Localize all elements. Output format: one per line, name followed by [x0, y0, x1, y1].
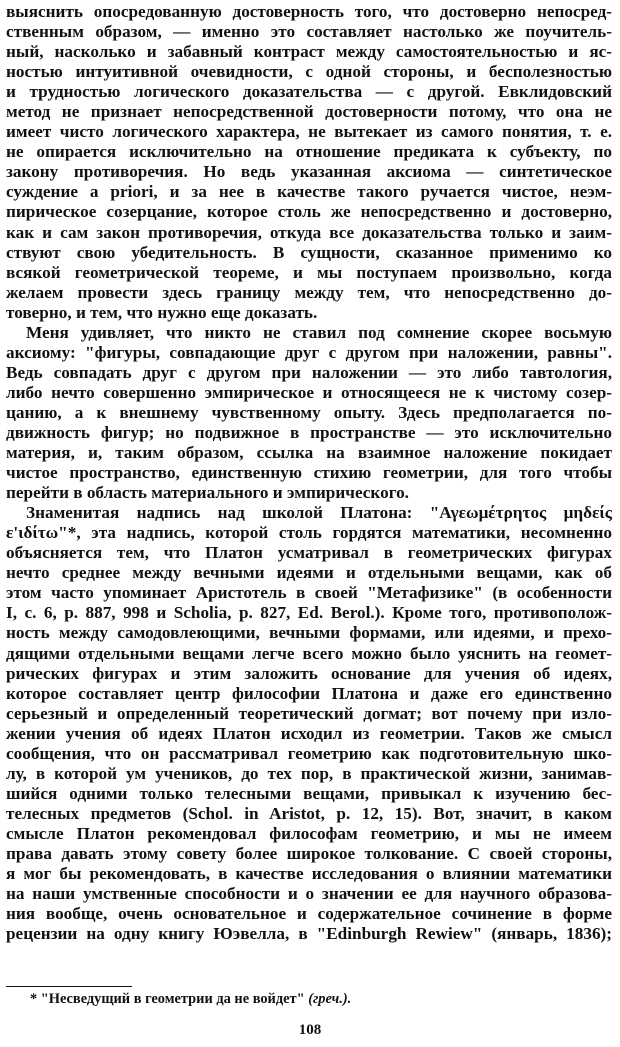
text-line: [6, 363, 612, 383]
body-text: [6, 2, 612, 944]
text-line: [6, 563, 612, 583]
text-line-content: жении учения об идеях Платон исходил из геометрии. Таков же смысл: [6, 723, 612, 743]
text-line-content: I, с. 6, p. 887, 998 и Scholia, p. 827, Ed. Berol.). Кроме того, противополож-: [6, 603, 612, 623]
text-line-content: объясняется тем, что Платон усматривал в геометрических фигурах: [6, 543, 612, 563]
text-line-content: серьезный и определенный теоретический догмат; вот почему при изло-: [6, 703, 612, 723]
text-line-content: смысле Платон рекомендовал философам геометрию, и мы не имеем: [6, 823, 612, 843]
text-line-content: телесных предметов (Schol. in Aristot, p. 12, 15). Вот, значит, в каком: [6, 803, 612, 823]
text-line-content: рецензии на одну книгу Юэвелла, в "Edinburgh Rewiew" (январь, 1836);: [6, 924, 612, 944]
text-line-content: Знаменитая надпись над школой Платона: "Αγεωμέτρητος μηδείς: [26, 503, 612, 523]
text-line-content: желаем провести здесь границу между тем, что непосредственно до-: [6, 282, 612, 302]
text-line: [6, 223, 612, 243]
text-line-content: ностью интуитивной очевидности, с одной стороны, и бесполезностью: [6, 62, 612, 82]
text-line-content: сообщения, что он рассматривал геометрию как подготовительную шко-: [6, 743, 612, 763]
footnote-language-note: (греч.).: [308, 991, 352, 1007]
text-line-content: ность между самодовлеющими, вечными формами, или идеями, и прехо-: [6, 623, 612, 643]
text-line-content: рических фигурах и этим заложить основание для учения об идеях,: [6, 663, 612, 683]
text-line-content: суждение a priori, и за нее в качестве такого ручается чистое, неэм-: [6, 182, 612, 202]
page-number: 108: [298, 1022, 322, 1038]
footnote-divider: [6, 986, 132, 987]
text-line: [6, 202, 612, 222]
text-line-content: ния вообще, очень основательное и содержательное сочинение в форме: [6, 904, 612, 924]
text-line-content: Меня удивляет, что никто не ставил под сомнение скорее восьмую: [26, 322, 612, 342]
text-line: [6, 182, 612, 202]
text-line-content: всякой геометрической теореме, и мы поступаем произвольно, когда: [6, 262, 612, 282]
text-line-content: ный, насколько и забавный контраст между самостоятельностью и яс-: [6, 42, 612, 62]
text-line-content: дящими отдельными вещами легче всего можно было уяснить на геомет-: [6, 643, 612, 663]
footnote: [30, 990, 351, 1008]
text-line: [6, 102, 612, 122]
text-line-content: материя, и, таким образом, ссылка на взаимное наложение покидает: [6, 443, 612, 463]
text-line: [6, 483, 612, 503]
text-line-content: права давать этому совету более широкое толкование. С своей стороны,: [6, 843, 612, 863]
text-line: [6, 42, 612, 62]
text-line: [6, 804, 612, 824]
text-line: [6, 323, 612, 343]
text-line-content: перейти в область материального и эмпирического.: [6, 483, 409, 503]
text-line: [6, 283, 612, 303]
text-line-content: не опирается исключительно на отношение предиката к субъекту, по: [6, 142, 612, 162]
text-line-content: которое составляет центр философии Платона и даже его единственно: [6, 683, 612, 703]
text-line-content: Ведь совпадать друг с другом при наложении — это либо тавтология,: [6, 362, 612, 382]
text-line: [6, 303, 612, 323]
text-line-content: чистое пространство, единственную стихию геометрии, для того чтобы: [6, 463, 612, 483]
text-line: [6, 724, 612, 744]
text-line: [6, 122, 612, 142]
text-line: [6, 243, 612, 263]
text-line: [6, 784, 612, 804]
text-line-content: ствуют свою убедительность. В сущности, сказанное применимо ко: [6, 242, 612, 262]
text-line-content: и трудностью логического доказательства — с другой. Евклидовский: [6, 82, 612, 102]
text-line: [6, 824, 612, 844]
text-line: [6, 463, 612, 483]
text-line: [6, 924, 612, 944]
text-line-content: выяснить опосредованную достоверность того, что достоверно непосред-: [6, 2, 612, 21]
text-line-content: товерно, и тем, что нужно еще доказать.: [6, 302, 318, 322]
text-line: [6, 744, 612, 764]
text-line-content: имеет чисто логического характера, не вытекает из самого понятия, т. е.: [6, 122, 612, 142]
text-line-content: нечто среднее между вечными идеями и отдельными вещами, как об: [6, 563, 612, 583]
text-line: [6, 343, 612, 363]
text-line: [6, 443, 612, 463]
footnote-text: * "Несведущий в геометрии да не войдет": [30, 991, 305, 1007]
text-line-content: лу, в которой ум учеников, до тех пор, в практической жизни, занимав-: [6, 763, 612, 783]
text-line-content: этом часто упоминает Аристотель в своей "Метафизике" (в особенности: [6, 583, 612, 603]
text-line: [6, 22, 612, 42]
text-line: [6, 864, 612, 884]
text-line: [6, 142, 612, 162]
text-line-content: ε'ιδίτω"*, эта надпись, которой столь гордятся математики, несомненно: [6, 523, 612, 543]
text-line: [6, 904, 612, 924]
text-line-content: я мог бы рекомендовать, в качестве исследования о влиянии математики: [6, 864, 612, 884]
text-line-content: ственным образом, — именно это составляет настолько же поучитель-: [6, 22, 612, 42]
text-line: [6, 644, 612, 664]
text-line: [6, 844, 612, 864]
text-line: [6, 523, 612, 543]
text-line: [6, 403, 612, 423]
text-line: [6, 603, 612, 623]
text-line: [6, 263, 612, 283]
text-line-content: метод не признает непосредственной достоверности потому, что она не: [6, 102, 612, 122]
text-line-content: движность фигур; но подвижное в пространстве — это исключительно: [6, 422, 612, 442]
text-line: [6, 383, 612, 403]
text-line: [6, 82, 612, 102]
text-line: [6, 684, 612, 704]
text-line-content: цанию, а к внешнему чувственному опыту. Здесь предполагается по-: [6, 402, 612, 422]
text-line: [6, 704, 612, 724]
text-line-content: как и сам закон противоречия, откуда все доказательства только и заим-: [6, 222, 612, 242]
text-line: [6, 664, 612, 684]
text-line: [6, 543, 612, 563]
text-line: [6, 162, 612, 182]
text-line: [6, 62, 612, 82]
text-line: [6, 423, 612, 443]
text-line: [6, 623, 612, 643]
text-line: [6, 884, 612, 904]
text-line-content: пирическое созерцание, которое столь же непосредственно и достоверно,: [6, 202, 612, 222]
text-line-content: шийся одними только телесными вещами, привыкал к изучению бес-: [6, 783, 612, 803]
text-line: [6, 583, 612, 603]
text-line: [6, 503, 612, 523]
text-line: [6, 764, 612, 784]
text-line-content: аксиому: "фигуры, совпадающие друг с другом при наложении, равны".: [6, 342, 612, 362]
text-line-content: на наши умственные способности и о значении ее для научного образова-: [6, 884, 612, 904]
text-line-content: закону противоречия. Но ведь указанная аксиома — синтетическое: [6, 162, 612, 182]
text-line: [6, 2, 612, 22]
text-line-content: либо нечто совершенно эмпирическое и относящееся не к чистому созер-: [6, 382, 612, 402]
